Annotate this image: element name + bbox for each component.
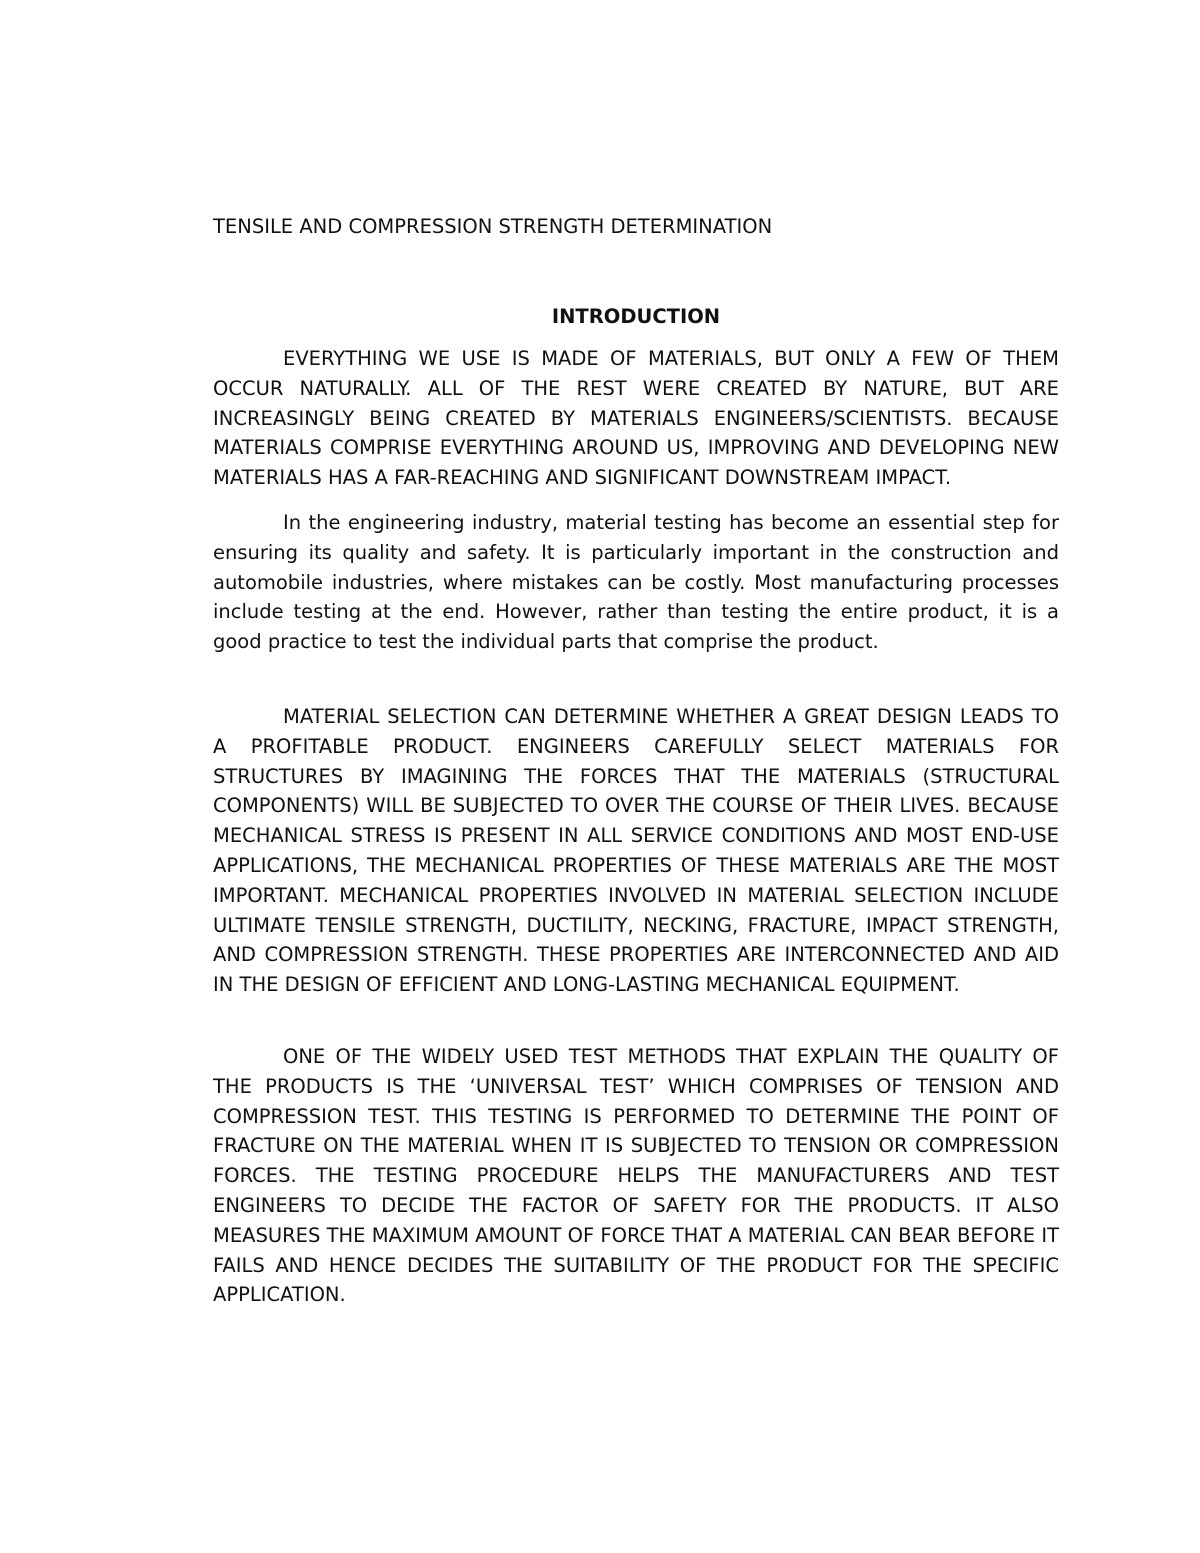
paragraph-2: In the engineering industry, material testing has become an essential step for ensuring its quality and safety. It is particularly important in the construction and automobile industries, where mistakes can be costly. Most manufacturing processes include testing at the end. However, rather than testing the entire product, it is a good practice to test the individual parts that comprise the product. (213, 511, 1059, 654)
section-heading-introduction: INTRODUCTION (551, 305, 721, 328)
paragraph-4: ONE OF THE WIDELY USED TEST METHODS THAT EXPLAIN THE QUALITY OF THE PRODUCTS IS THE ‘UNIVERSAL TEST’ WHICH COMPRISES OF TENSION AND COMPRESSION TEST. THIS TESTING IS PERFORMED TO DETERMINE THE POINT OF FRACTURE ON THE MATERIAL WHEN IT IS SUBJECTED TO TENSION OR COMPRESSION FORCES. THE TESTING PROCEDURE HELPS THE MANUFACTURERS AND TEST ENGINEERS TO DECIDE THE FACTOR OF SAFETY FOR THE PRODUCTS. IT ALSO MEASURES THE MAXIMUM AMOUNT OF FORCE THAT A MATERIAL CAN BEAR BEFORE IT FAILS AND HENCE DECIDES THE SUITABILITY OF THE PRODUCT FOR THE SPECIFIC APPLICATION. (213, 1045, 1059, 1307)
paragraph-3: MATERIAL SELECTION CAN DETERMINE WHETHER A GREAT DESIGN LEADS TO A PROFITABLE PRODUCT. ENGINEERS CAREFULLY SELECT MATERIALS FOR STRUCTURES BY IMAGINING THE FORCES THAT THE MATERIALS (STRUCTURAL COMPONENTS) WILL BE SUBJECTED TO OVER THE COURSE OF THEIR LIVES. BECAUSE MECHANICAL STRESS IS PRESENT IN ALL SERVICE CONDITIONS AND MOST END-USE APPLICATIONS, THE MECHANICAL PROPERTIES OF THESE MATERIALS ARE THE MOST IMPORTANT. MECHANICAL PROPERTIES INVOLVED IN MATERIAL SELECTION INCLUDE ULTIMATE TENSILE STRENGTH, DUCTILITY, NECKING, FRACTURE, IMPACT STRENGTH, AND COMPRESSION STRENGTH. THESE PROPERTIES ARE INTERCONNECTED AND AID IN THE DESIGN OF EFFICIENT AND LONG-LASTING MECHANICAL EQUIPMENT. (213, 705, 1059, 997)
paragraph-1: EVERYTHING WE USE IS MADE OF MATERIALS, BUT ONLY A FEW OF THEM OCCUR NATURALLY. ALL OF THE REST WERE CREATED BY NATURE, BUT ARE INCREASINGLY BEING CREATED BY MATERIALS ENGINEERS/SCIENTISTS. BECAUSE MATERIALS COMPRISE EVERYTHING AROUND US, IMPROVING AND DEVELOPING NEW MATERIALS HAS A FAR-REACHING AND SIGNIFICANT DOWNSTREAM IMPACT. (213, 347, 1059, 490)
document-title: TENSILE AND COMPRESSION STRENGTH DETERMINATION (213, 215, 773, 238)
